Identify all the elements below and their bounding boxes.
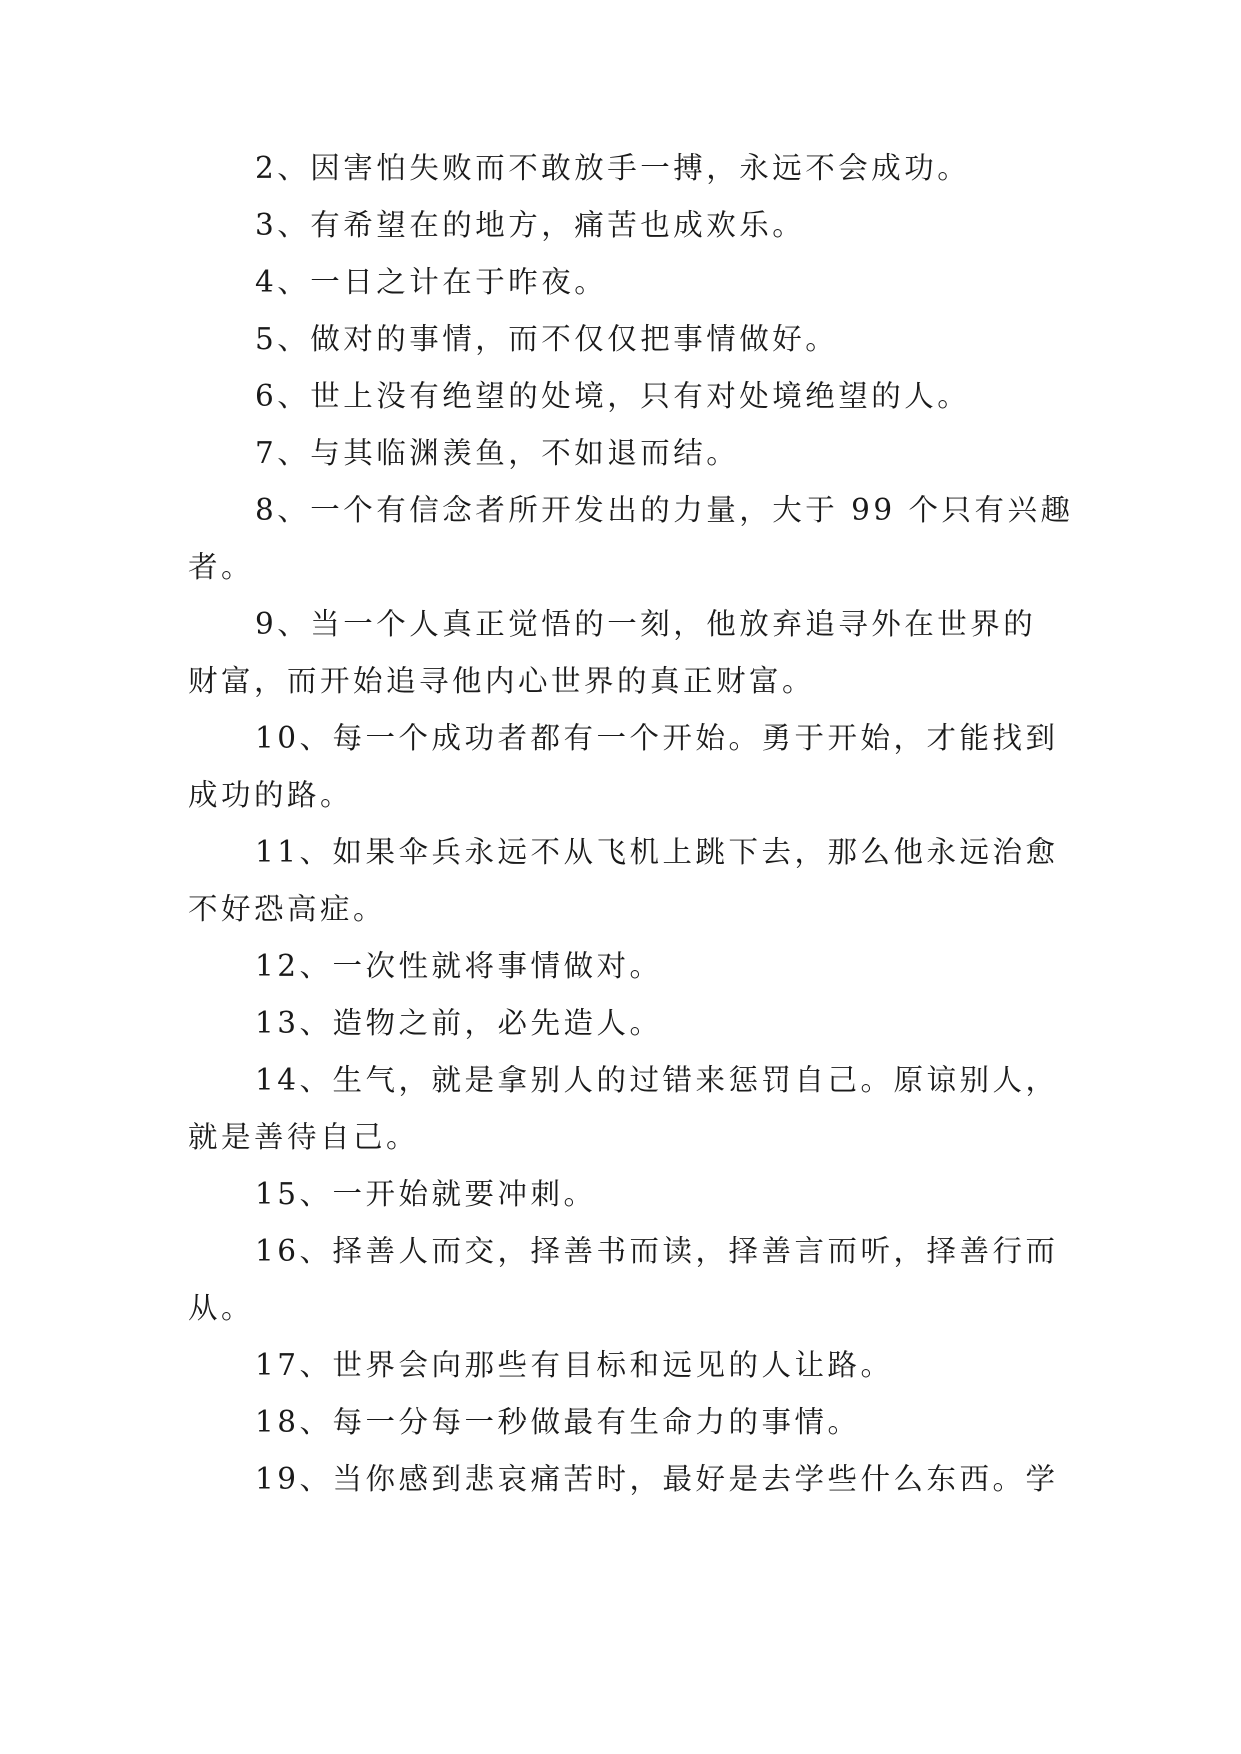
text-line: 15、一开始就要冲刺。 bbox=[255, 1177, 597, 1211]
text-line: 6、世上没有绝望的处境，只有对处境绝望的人。 bbox=[255, 379, 971, 413]
text-line: 成功的路。 bbox=[188, 778, 354, 812]
text-line: 就是善待自己。 bbox=[188, 1120, 420, 1154]
text-line: 从。 bbox=[188, 1291, 255, 1325]
text-line: 19、当你感到悲哀痛苦时，最好是去学些什么东西。学 bbox=[255, 1462, 1059, 1496]
text-line: 3、有希望在的地方，痛苦也成欢乐。 bbox=[255, 208, 806, 242]
text-line: 14、生气，就是拿别人的过错来惩罚自己。原谅别人， bbox=[255, 1063, 1059, 1097]
text-line: 7、与其临渊羡鱼，不如退而结。 bbox=[255, 436, 740, 470]
text-line: 16、择善人而交，择善书而读，择善言而听，择善行而 bbox=[255, 1234, 1059, 1268]
text-line: 10、每一个成功者都有一个开始。勇于开始，才能找到 bbox=[255, 721, 1059, 755]
text-line: 5、做对的事情，而不仅仅把事情做好。 bbox=[255, 322, 839, 356]
text-line: 2、因害怕失败而不敢放手一搏，永远不会成功。 bbox=[255, 151, 971, 185]
text-line: 18、每一分每一秒做最有生命力的事情。 bbox=[255, 1405, 861, 1439]
text-line: 4、一日之计在于昨夜。 bbox=[255, 265, 608, 299]
text-line: 者。 bbox=[188, 550, 255, 584]
text-line: 财富，而开始追寻他内心世界的真正财富。 bbox=[188, 664, 816, 698]
text-line: 8、一个有信念者所开发出的力量，大于 99 个只有兴趣 bbox=[255, 493, 1074, 527]
text-line: 13、造物之前，必先造人。 bbox=[255, 1006, 663, 1040]
text-line: 11、如果伞兵永远不从飞机上跳下去，那么他永远治愈 bbox=[255, 835, 1059, 869]
text-line: 17、世界会向那些有目标和远见的人让路。 bbox=[255, 1348, 894, 1382]
text-line: 12、一次性就将事情做对。 bbox=[255, 949, 663, 983]
text-line: 不好恐高症。 bbox=[188, 892, 387, 926]
text-line: 9、当一个人真正觉悟的一刻，他放弃追寻外在世界的 bbox=[255, 607, 1037, 641]
